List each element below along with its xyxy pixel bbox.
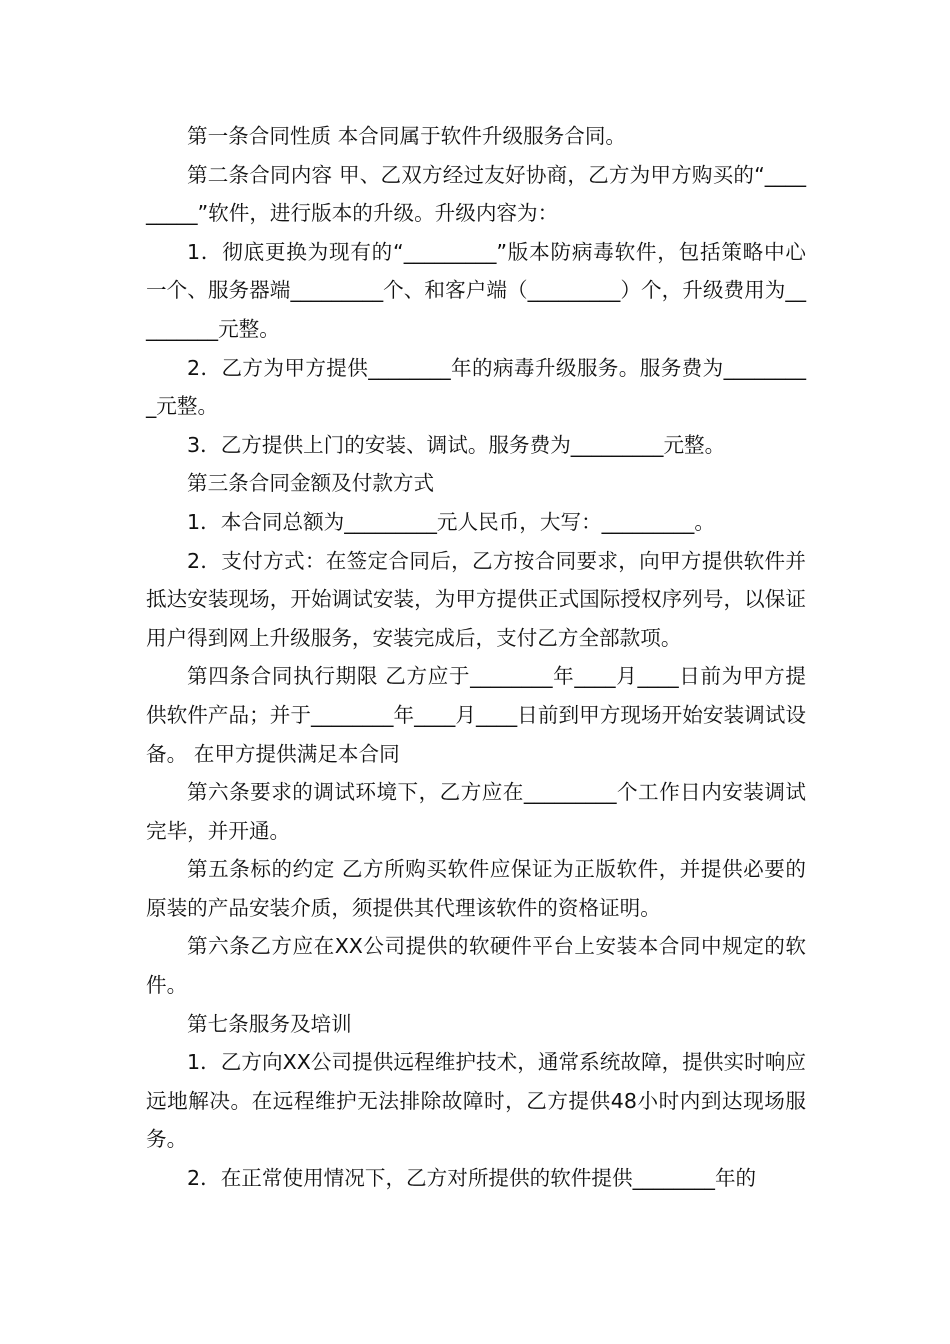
clause-7-item-2: 2．在正常使用情况下，乙方对所提供的软件提供________年的 bbox=[187, 1166, 757, 1191]
clause-2-content: 第二条合同内容 甲、乙双方经过友好协商，乙方为甲方购买的“_________”软件，进行版本的升级。升级内容为： bbox=[146, 162, 806, 226]
clause-6-platform: 第六条乙方应在XX公司提供的软硬件平台上安装本合同中规定的软件。 bbox=[146, 934, 806, 998]
clause-1-nature: 第一条合同性质 本合同属于软件升级服务合同。 bbox=[187, 124, 627, 148]
clause-3-item-1: 1．本合同总额为_________元人民币，大写：_________。 bbox=[187, 509, 715, 534]
clause-7-heading: 第七条服务及培训 bbox=[187, 1011, 352, 1036]
clause-2-item-3: 3．乙方提供上门的安装、调试。服务费为_________元整。 bbox=[187, 432, 726, 457]
clause-6-environment: 第六条要求的调试环境下，乙方应在_________个工作日内安装调试完毕，并开通。 bbox=[146, 780, 806, 843]
clause-3-heading: 第三条合同金额及付款方式 bbox=[187, 471, 435, 496]
clause-2-item-1: 1．彻底更换为现有的“_________”版本防病毒软件，包括策略中心一个、服务器端_________个、和客户端（_________）个，升级费用为_________元整。 bbox=[146, 239, 806, 341]
clause-5-subject: 第五条标的约定 乙方所购买软件应保证为正版软件，并提供必要的原装的产品安装介质，须提供其代理该软件的资格证明。 bbox=[146, 857, 806, 920]
clause-2-item-2: 2．乙方为甲方提供________年的病毒升级服务。服务费为_________元整。 bbox=[146, 355, 806, 419]
clause-3-item-2: 2．支付方式：在签定合同后，乙方按合同要求，向甲方提供软件并抵达安装现场，开始调试安装，为甲方提供正式国际授权序列号，以保证用户得到网上升级服务，安装完成后，支付乙方全部款项。 bbox=[146, 548, 806, 650]
document-page bbox=[146, 117, 806, 1198]
clause-7-item-1: 1．乙方向XX公司提供远程维护技术，通常系统故障，提供实时响应远地解决。在远程维护无法排除故障时，乙方提供48小时内到达现场服务。 bbox=[146, 1050, 806, 1152]
clause-4-term: 第四条合同执行期限 乙方应于________年____月____日前为甲方提供软件产品；并于________年____月____日前到甲方现场开始安装调试设备。 在甲方提供满足本合同 bbox=[146, 664, 806, 766]
